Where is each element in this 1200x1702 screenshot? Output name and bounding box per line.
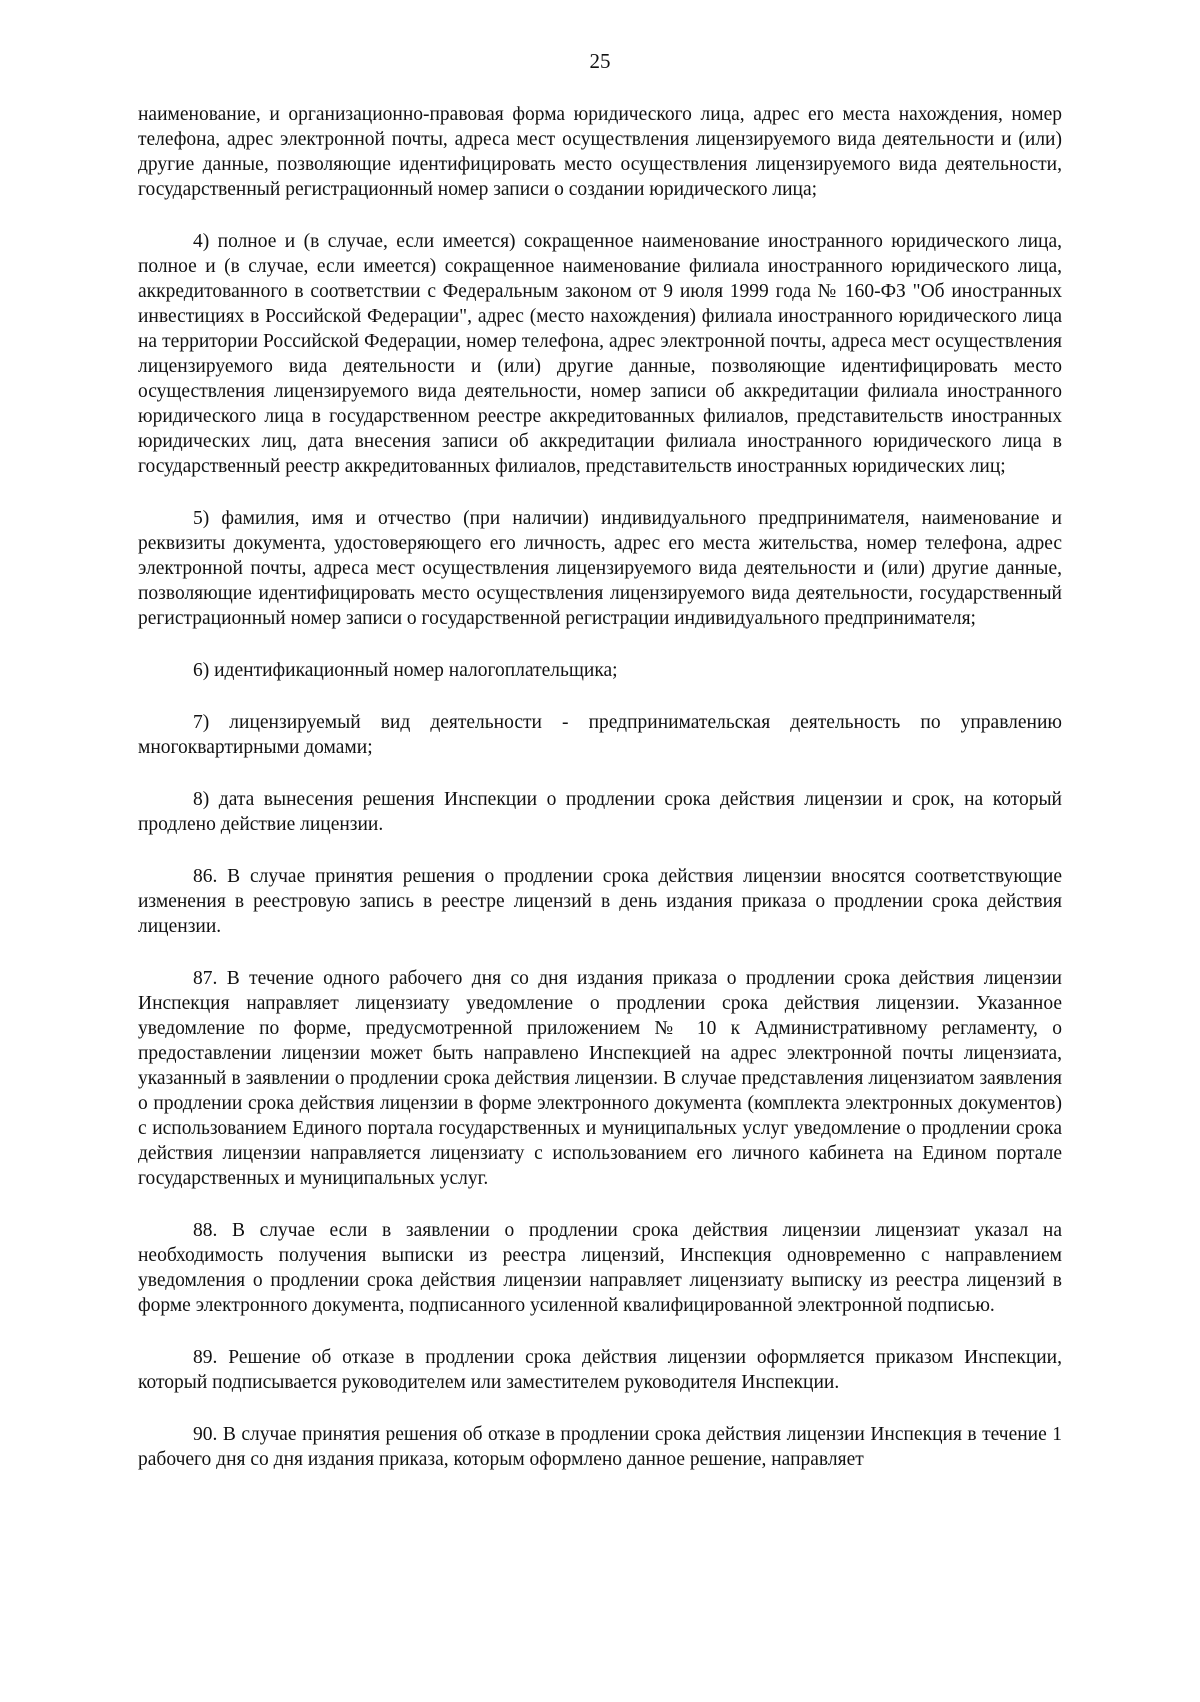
paragraph-item-5: 5) фамилия, имя и отчество (при наличии) индивидуального предпринимателя, наименование и реквизиты документа, удостоверяющего его личность, адрес его места жительства, номер телефона, адрес электронной почты, адреса мест осуществления лицензируемого вида деятельности и (или) другие данные, позволяющие идентифицировать место осуществления лицензируемого вида деятельности, государственный регистрационный номер записи о государственной регистрации индивидуального предпринимателя; (138, 508, 1062, 629)
paragraph-item-6: 6) идентификационный номер налогоплательщика; (193, 660, 618, 681)
paragraph-90: 90. В случае принятия решения об отказе в продлении срока действия лицензии Инспекция в течение 1 рабочего дня со дня издания приказа, которым оформлено данное решение, направляет (138, 1424, 1062, 1470)
paragraph-88: 88. В случае если в заявлении о продлении срока действия лицензии лицензиат указал на необходимость получения выписки из реестра лицензий, Инспекция одновременно с направлением уведомления о продлении срока действия лицензии направляет лицензиату выписку из реестра лицензий в форме электронного документа, подписанного усиленной квалифицированной электронной подписью. (138, 1220, 1062, 1316)
paragraph-item-7: 7) лицензируемый вид деятельности - предпринимательская деятельность по управлению многоквартирными домами; (138, 712, 1062, 758)
paragraph-87: 87. В течение одного рабочего дня со дня издания приказа о продлении срока действия лицензии Инспекция направляет лицензиату уведомление о продлении срока действия лицензии. Указанное уведомление по форме, предусмотренной приложением № 10 к Административному регламенту, о предоставлении лицензии может быть направлено Инспекцией на адрес электронной почты лицензиата, указанный в заявлении о продлении срока действия лицензии. В случае представления лицензиатом заявления о продлении срока действия лицензии в форме электронного документа (комплекта электронных документов) с использованием Единого портала государственных и муниципальных услуг уведомление о продлении срока действия лицензии направляется лицензиату с использованием его личного кабинета на Едином портале государственных и муниципальных услуг. (138, 968, 1062, 1189)
page-number: 25 (589, 49, 611, 73)
paragraph-86: 86. В случае принятия решения о продлении срока действия лицензии вносятся соответствующие изменения в реестровую запись в реестре лицензий в день издания приказа о продлении срока действия лицензии. (138, 866, 1062, 937)
paragraph-item-4: 4) полное и (в случае, если имеется) сокращенное наименование иностранного юридического лица, полное и (в случае, если имеется) сокращенное наименование филиала иностранного юридического лица, аккредитованного в соответствии с Федеральным законом от 9 июля 1999 года № 160-ФЗ "Об иностранных инвестициях в Российской Федерации", адрес (место нахождения) филиала иностранного юридического лица на территории Российской Федерации, номер телефона, адрес электронной почты, адреса мест осуществления лицензируемого вида деятельности и (или) другие данные, позволяющие идентифицировать место осуществления лицензируемого вида деятельности, номер записи об аккредитации филиала иностранного юридического лица в государственном реестре аккредитованных филиалов, представительств иностранных юридических лиц, дата внесения записи об аккредитации филиала иностранного юридического лица в государственный реестр аккредитованных филиалов, представительств иностранных юридических лиц; (138, 231, 1062, 477)
paragraph-item-8: 8) дата вынесения решения Инспекции о продлении срока действия лицензии и срок, на который продлено действие лицензии. (138, 789, 1062, 835)
paragraph-continuation: наименование, и организационно-правовая форма юридического лица, адрес его места нахождения, номер телефона, адрес электронной почты, адреса мест осуществления лицензируемого вида деятельности и (или) другие данные, позволяющие идентифицировать место осуществления лицензируемого вида деятельности, государственный регистрационный номер записи о создании юридического лица; (138, 104, 1062, 200)
paragraph-89: 89. Решение об отказе в продлении срока действия лицензии оформляется приказом Инспекции, который подписывается руководителем или заместителем руководителя Инспекции. (138, 1347, 1062, 1393)
document-body (138, 102, 1062, 1499)
